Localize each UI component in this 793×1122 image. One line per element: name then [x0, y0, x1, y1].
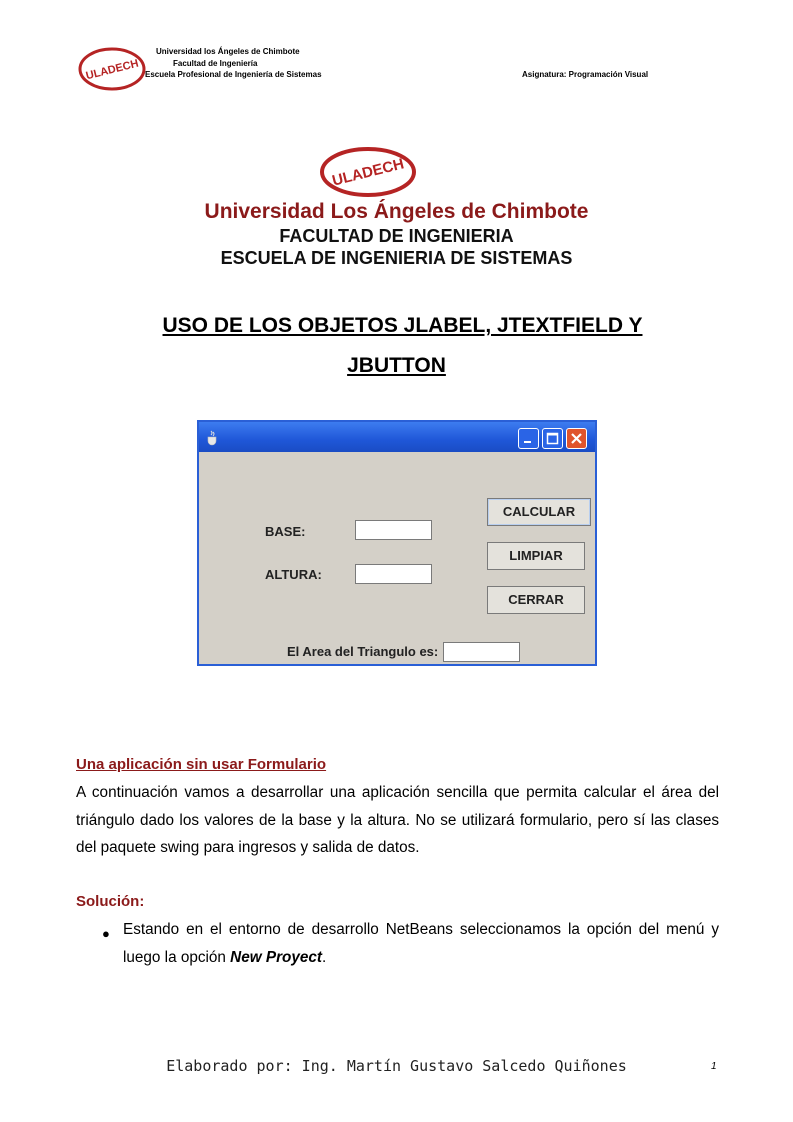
java-window-screenshot — [197, 420, 597, 666]
uladech-logo-small — [78, 42, 146, 92]
altura-label: ALTURA: — [265, 567, 322, 582]
java-cup-icon — [205, 430, 219, 446]
maximize-icon — [543, 429, 562, 448]
footer-author: Elaborado por: Ing. Martín Gustavo Salcedo Quiñones — [166, 1057, 627, 1075]
minimize-button[interactable] — [518, 428, 539, 449]
window-titlebar[interactable] — [199, 422, 595, 452]
area-label: El Area del Triangulo es: — [287, 644, 439, 659]
uladech-logo-large — [318, 140, 418, 198]
section-heading: Una aplicación sin usar Formulario — [76, 756, 327, 773]
solution-heading: Solución: — [76, 893, 145, 910]
page-title-line1: USO DE LOS OBJETOS JLABEL, JTEXTFIELD Y — [162, 314, 643, 337]
masthead-university: Universidad Los Ángeles de Chimbote — [204, 200, 589, 223]
svg-text:ULADECH: ULADECH — [84, 57, 140, 83]
header-school: Escuela Profesional de Ingeniería de Sistemas — [145, 70, 322, 79]
bullet-emphasis: New Proyect — [230, 948, 322, 966]
page-number: 1 — [711, 1061, 717, 1072]
page-title-line2: JBUTTON — [347, 354, 446, 377]
bullet-item — [123, 916, 719, 971]
minimize-icon — [519, 429, 538, 448]
altura-input[interactable] — [355, 564, 432, 584]
bullet-icon: ● — [102, 926, 110, 941]
close-button[interactable] — [566, 428, 587, 449]
masthead-school: ESCUELA DE INGENIERIA DE SISTEMAS — [220, 248, 573, 268]
close-icon — [567, 429, 586, 448]
calcular-button[interactable]: CALCULAR — [487, 498, 591, 526]
intro-paragraph: A continuación vamos a desarrollar una aplicación sencilla que permita calcular el área del triángulo dado los valores de la base y la altura. No se utilizará formulario, pero sí las clases del paquete swing para ingresos y salida de datos. — [76, 784, 719, 856]
limpiar-button[interactable]: LIMPIAR — [487, 542, 585, 570]
svg-text:ULADECH: ULADECH — [330, 155, 406, 190]
base-input[interactable] — [355, 520, 432, 540]
maximize-button[interactable] — [542, 428, 563, 449]
header-subject: Asignatura: Programación Visual — [522, 70, 649, 79]
cerrar-button[interactable]: CERRAR — [487, 586, 585, 614]
masthead-faculty: FACULTAD DE INGENIERIA — [279, 226, 514, 246]
base-label: BASE: — [265, 524, 306, 539]
header-faculty: Facultad de Ingeniería — [173, 59, 258, 68]
bullet-text-suffix: . — [322, 948, 327, 966]
header-university: Universidad los Ángeles de Chimbote — [156, 47, 300, 56]
area-output[interactable] — [443, 642, 520, 662]
bullet-text-prefix: Estando en el entorno de desarrollo NetBeans seleccionamos la opción del menú y luego la opción — [123, 921, 719, 966]
